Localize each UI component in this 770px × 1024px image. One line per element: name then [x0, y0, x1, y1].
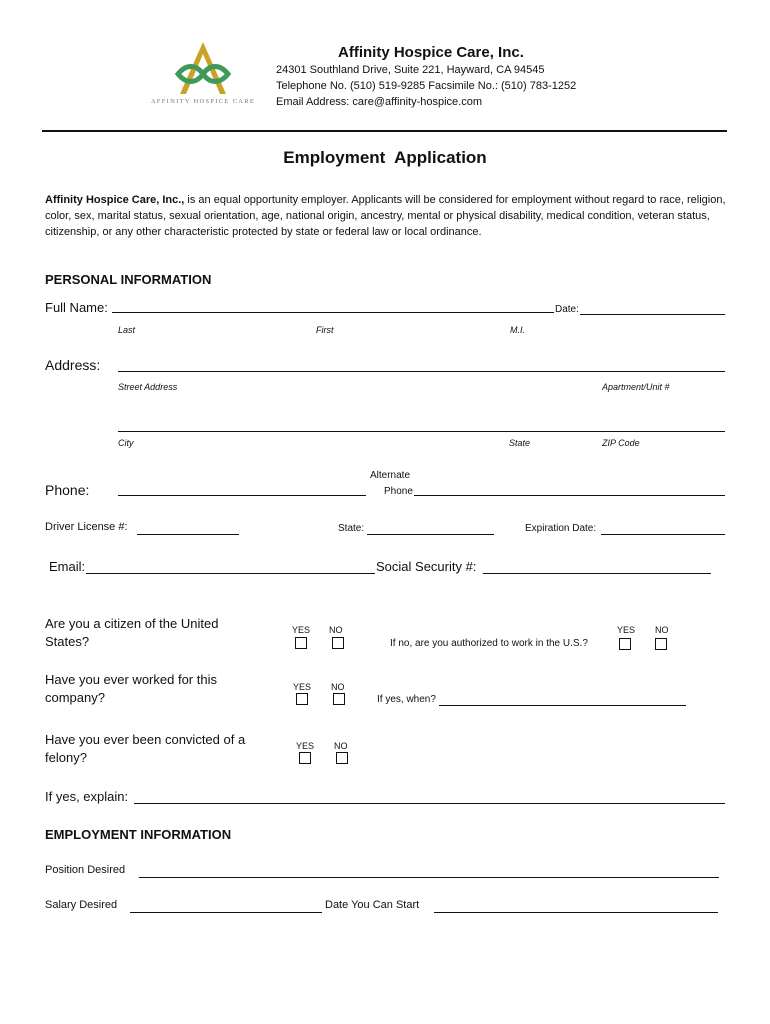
driver-license-label: Driver License #:	[45, 521, 128, 533]
intro-company: Affinity Hospice Care, Inc.,	[45, 194, 185, 206]
email-field[interactable]	[86, 573, 375, 574]
citizen-yes-checkbox[interactable]	[295, 637, 307, 649]
worked-question: Have you ever worked for this company?	[45, 672, 217, 705]
dl-state-field[interactable]	[367, 534, 494, 535]
phone-field[interactable]	[118, 495, 366, 496]
felony-yes-checkbox[interactable]	[299, 752, 311, 764]
alt-phone-field[interactable]	[414, 495, 725, 496]
intro-paragraph	[45, 192, 727, 240]
ssn-label: Social Security #:	[376, 559, 477, 574]
authorized-yes-label: YES	[617, 625, 636, 635]
when-label: If yes, when?	[377, 694, 436, 705]
authorized-yes-checkbox[interactable]	[619, 638, 631, 650]
explain-label: If yes, explain:	[45, 789, 129, 804]
expiration-label: Expiration Date:	[525, 523, 597, 534]
mi-caption: M.I.	[510, 325, 525, 335]
felony-yes-label: YES	[296, 741, 315, 751]
date-label: Date:	[555, 304, 579, 315]
company-name: Affinity Hospice Care, Inc.	[338, 44, 524, 61]
alt-phone-label-1: Alternate	[370, 470, 411, 481]
explain-field[interactable]	[134, 803, 725, 804]
authorized-no-checkbox[interactable]	[655, 638, 667, 650]
salary-field[interactable]	[130, 912, 322, 913]
worked-yes-checkbox[interactable]	[296, 693, 308, 705]
citizen-yes-label: YES	[292, 625, 311, 635]
logo-text: AFFINITY HOSPICE CARE	[150, 98, 256, 105]
alt-phone-label-2: Phone	[384, 486, 413, 497]
email-label: Email:	[49, 559, 86, 574]
authorized-no-label: NO	[655, 625, 669, 635]
state-caption: State	[509, 438, 531, 448]
full-name-label: Full Name:	[45, 300, 108, 315]
worked-no-checkbox[interactable]	[333, 693, 345, 705]
company-phones: Telephone No. (510) 519-9285 Facsimile No.: (510) 783-1252	[276, 80, 577, 92]
when-field[interactable]	[439, 705, 686, 706]
employment-heading: EMPLOYMENT INFORMATION	[45, 827, 232, 842]
logo-icon	[158, 38, 248, 98]
intro-text: is an equal opportunity employer. Applicants will be considered for employment without regard to race, religion, color, sex, marital status, sexual orientation, age, national origin, ancestry, mental or physical disability, medical condition, veteran status, citizenship, or any other characteristic protected by state or federal law or local ordinance.	[45, 194, 726, 238]
street-caption: Street Address	[118, 382, 178, 392]
personal-heading: PERSONAL INFORMATION	[45, 272, 212, 287]
start-date-field[interactable]	[434, 912, 718, 913]
phone-label: Phone:	[45, 482, 90, 498]
company-email: Email Address: care@affinity-hospice.com	[276, 96, 482, 108]
felony-no-checkbox[interactable]	[336, 752, 348, 764]
felony-no-label: NO	[334, 741, 348, 751]
company-logo	[150, 38, 256, 110]
ssn-field[interactable]	[483, 573, 711, 574]
authorized-question: If no, are you authorized to work in the U.S.?	[390, 638, 588, 649]
citizen-question: Are you a citizen of the United States?	[45, 616, 219, 649]
city-state-zip-field[interactable]	[118, 431, 725, 432]
start-date-label: Date You Can Start	[325, 899, 420, 911]
dl-state-label: State:	[338, 523, 365, 534]
worked-yes-label: YES	[293, 682, 312, 692]
position-label: Position Desired	[45, 864, 126, 876]
apt-caption: Apartment/Unit #	[602, 382, 670, 392]
city-caption: City	[118, 438, 134, 448]
last-caption: Last	[118, 325, 136, 335]
citizen-no-label: NO	[329, 625, 343, 635]
zip-caption: ZIP Code	[602, 438, 640, 448]
expiration-field[interactable]	[601, 534, 725, 535]
worked-no-label: NO	[331, 682, 345, 692]
company-address: 24301 Southland Drive, Suite 221, Hayward, CA 94545	[276, 64, 545, 76]
address-label: Address:	[45, 357, 101, 373]
first-caption: First	[316, 325, 334, 335]
citizen-no-checkbox[interactable]	[332, 637, 344, 649]
header-divider	[42, 130, 727, 132]
position-field[interactable]	[139, 877, 719, 878]
felony-question: Have you ever been convicted of a felony?	[45, 732, 246, 765]
page-title: Employment Application	[283, 148, 487, 167]
street-address-field[interactable]	[118, 371, 725, 372]
full-name-field[interactable]	[112, 312, 554, 313]
date-field[interactable]	[580, 314, 725, 315]
driver-license-field[interactable]	[137, 534, 239, 535]
salary-label: Salary Desired	[45, 899, 118, 911]
